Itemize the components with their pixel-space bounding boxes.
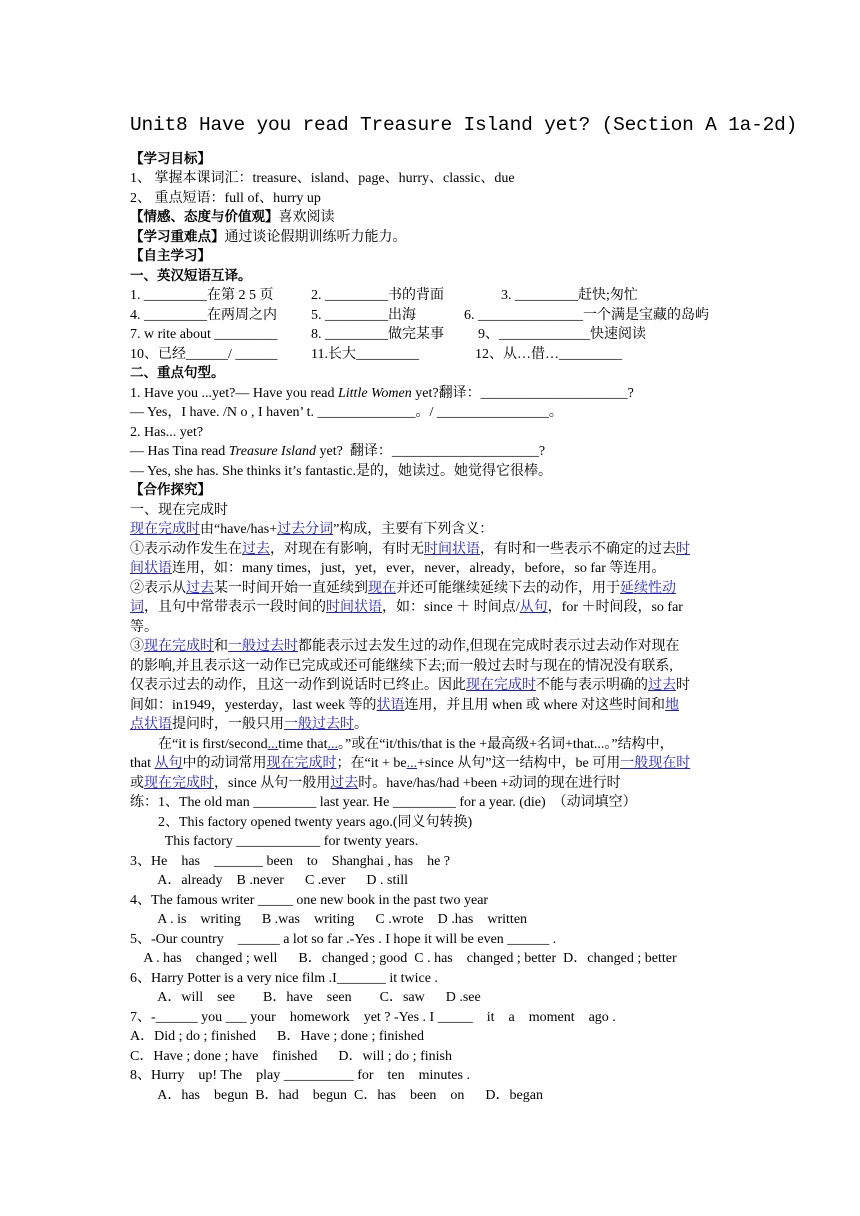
text-line (130, 618, 730, 637)
term-link[interactable]: 从句 (154, 756, 183, 771)
text-segment: — Yes, she has. She thinks it’s fantastic.是的，她读过。她觉得它很棒。 (130, 464, 552, 479)
term-link[interactable]: 过去分词 (277, 522, 334, 537)
text-line (130, 442, 730, 461)
text-segment: A．will see B．have seen C．saw D .see (130, 990, 481, 1005)
text-segment: 都能表示过去发生过的动作,但现在完成时表示过去动作对现在 (298, 639, 680, 654)
phrase-item: 3. _________赶快;匆忙 (501, 288, 638, 303)
text-segment: 1、 掌握本课词汇：treasure、island、page、hurry、classic、due (130, 171, 515, 186)
text-line (130, 1047, 730, 1066)
text-segment: A．Did ; do ; finished B．Have ; done ; finished (130, 1029, 424, 1044)
text-segment: yet? 翻译：_____________________? (316, 444, 546, 459)
phrase-item: 9、_____________快速阅读 (478, 327, 646, 342)
text-segment: 二、重点句型。 (130, 365, 225, 381)
text-line (130, 949, 730, 968)
text-line (130, 540, 730, 559)
text-segment: 间如：in1949，yesterday，last week 等的 (130, 698, 377, 713)
term-link[interactable]: 词 (130, 600, 144, 615)
text-line (130, 813, 730, 832)
text-segment: A . has changed ; well B．changed ; good C . has changed ; better D．changed ; better (130, 951, 677, 966)
text-line (130, 208, 730, 227)
text-segment: A . is writing B .was writing C .wrote D .has written (130, 912, 528, 927)
text-line (130, 715, 730, 734)
term-link[interactable]: 一般过去时 (228, 639, 298, 654)
text-line (130, 774, 730, 793)
text-line (130, 169, 730, 188)
term-link[interactable]: 从句 (519, 600, 548, 615)
term-link[interactable]: 现在 (368, 581, 396, 596)
text-line (130, 1027, 730, 1046)
term-link[interactable]: 延续性动 (620, 581, 676, 596)
text-line (130, 364, 730, 383)
text-segment: 1. Have you ...yet?— Have you read (130, 386, 338, 401)
term-link[interactable]: ... (267, 737, 279, 752)
text-line (130, 403, 730, 422)
text-segment: ，有时和一些表示不确定的过去 (480, 542, 676, 557)
text-segment: Little Women (337, 386, 412, 401)
term-link[interactable]: 过去 (186, 581, 214, 596)
term-link[interactable]: 一般过去时 (284, 717, 354, 732)
text-line (130, 1066, 730, 1085)
text-line (130, 969, 730, 988)
text-line (130, 988, 730, 1007)
text-segment: 时。have/has/had +been +动词的现在进行时 (358, 776, 621, 791)
text-segment: 7、-______ you ___ your homework yet ? -Yes . I _____ it a moment ago . (130, 1010, 616, 1025)
phrase-item: 5. _________出海 (311, 308, 416, 323)
phrase-item: 2. _________书的背面 (311, 288, 444, 303)
text-line (130, 1008, 730, 1027)
text-segment: — Has Tina read (130, 444, 229, 459)
text-line (130, 228, 730, 247)
term-link[interactable]: 间状语 (130, 561, 172, 576)
text-segment: 仅表示过去的动作，且这一动作到说话时已终止。因此 (130, 678, 466, 693)
text-segment: ①表示动作发生在 (130, 542, 242, 557)
phrase-item: 4. _________在两周之内 (130, 308, 277, 323)
text-segment: 【自主学习】 (130, 248, 211, 264)
text-segment: This factory ____________ for twenty years. (130, 834, 419, 849)
text-segment: 【情感、态度与价值观】 (130, 209, 279, 225)
term-link[interactable]: 过去 (648, 678, 676, 693)
text-segment: 通过谈论假期训练听力能力。 (224, 230, 407, 245)
text-line (130, 735, 730, 754)
text-line (130, 676, 730, 695)
text-segment: ；在“it + be (336, 756, 407, 771)
text-segment: ”构成，主要有下列含义： (333, 522, 494, 537)
text-segment: 不能与表示明确的 (536, 678, 648, 693)
text-line (130, 579, 730, 598)
text-segment: 4、The famous writer _____ one new book in the past two year (130, 893, 489, 908)
text-line (130, 520, 730, 539)
text-line (130, 930, 730, 949)
text-segment: 一、现在完成时 (130, 503, 228, 518)
text-line (130, 852, 730, 871)
phrase-item: 11.长大_________ (311, 347, 419, 362)
text-segment: ，如：since ＋ 时间点/ (382, 600, 520, 615)
text-segment: 连用，并且用 when 或 where 对这些时间和 (404, 698, 666, 713)
term-link[interactable]: 点状语 (130, 717, 172, 732)
text-segment: 时 (676, 678, 690, 693)
text-segment: 8、Hurry up! The play __________ for ten minutes . (130, 1068, 470, 1083)
term-link[interactable]: 现在完成时 (144, 639, 214, 654)
text-segment: +since 从句”这一结构中，be 可用 (417, 756, 621, 771)
text-segment: ②表示从 (130, 581, 186, 596)
text-segment: 喜欢阅读 (278, 210, 335, 225)
term-link[interactable]: 一般现在时 (620, 756, 691, 771)
text-segment: — Yes，I have. /N o , I haven’ t. ______________。/ ________________。 (130, 405, 563, 420)
text-segment: Treasure Island (228, 444, 317, 459)
term-link[interactable]: 时间状语 (424, 542, 480, 557)
text-segment: 一、英汉短语互译。 (130, 268, 252, 284)
text-line (130, 754, 730, 773)
text-segment: ，for ＋时间段，so far (547, 600, 683, 615)
text-segment: 【学习目标】 (130, 151, 211, 167)
text-segment: 或 (130, 776, 144, 791)
text-line (130, 501, 730, 520)
phrase-item: 6. _______________一个满是宝藏的岛屿 (464, 308, 709, 323)
text-segment: 5、-Our country ______ a lot so far .-Yes . I hope it will be even ______ . (130, 932, 557, 947)
term-link[interactable]: 现在完成时 (466, 678, 536, 693)
text-segment: 连用，如：many times，just，yet，ever，never，already，before，so far 等连用。 (172, 561, 666, 576)
text-segment: 等。 (130, 620, 158, 635)
text-line (130, 384, 730, 403)
text-line (130, 559, 730, 578)
text-segment: 在“it is first/second (130, 737, 268, 752)
text-segment: ，且句中常带表示一段时间的 (144, 600, 326, 615)
term-link[interactable]: 现在完成时 (130, 522, 200, 537)
text-segment: 由“have/has+ (200, 522, 278, 537)
text-line (130, 832, 730, 851)
text-segment: 【学习重难点】 (130, 229, 225, 245)
text-line (130, 481, 730, 500)
term-link[interactable]: 时 (676, 542, 690, 557)
term-link[interactable]: 地 (665, 698, 680, 713)
text-segment: 2、 重点短语：full of、hurry up (130, 191, 321, 206)
text-segment: 。 (354, 717, 368, 732)
term-link[interactable]: ... (406, 756, 418, 771)
text-segment: A．has begun B．had begun C．has been on D．began (130, 1088, 543, 1103)
text-segment: 某一时间开始一直延续到 (214, 581, 368, 596)
phrase-item: 10、已经______/ ______ (130, 347, 278, 362)
text-segment: A．already B .never C .ever D . still (130, 873, 409, 888)
text-line (130, 189, 730, 208)
text-segment: 3、He has _______ been to Shanghai , has he ? (130, 854, 450, 869)
text-line (130, 910, 730, 929)
text-segment: ，since 从句一般用 (214, 776, 331, 791)
text-segment: yet?翻译：_____________________? (411, 386, 634, 401)
text-line (130, 657, 730, 676)
term-link[interactable]: ... (327, 737, 339, 752)
text-line (130, 891, 730, 910)
text-segment: 和 (214, 639, 228, 654)
text-segment: 中的动词常用 (182, 756, 267, 771)
text-segment: C．Have ; done ; have finished D．will ; do ; finish (130, 1049, 452, 1064)
phrase-item: 7. w rite about _________ (130, 327, 278, 342)
text-segment: 2. Has... yet? (130, 425, 204, 440)
text-segment: 提问时，一般只用 (172, 717, 284, 732)
text-segment: 2、This factory opened twenty years ago.(同义句转换) (130, 815, 473, 830)
text-segment: 并还可能继续延续下去的动作，用于 (396, 581, 620, 596)
text-line (130, 598, 730, 617)
text-line (130, 871, 730, 890)
text-segment: that (130, 756, 155, 771)
text-segment: ，对现在有影响，有时无 (270, 542, 424, 557)
page-title: Unit8 Have you read Treasure Island yet? (Section A 1a-2d) (130, 114, 798, 136)
text-line (130, 247, 730, 266)
text-segment: 6、Harry Potter is a very nice film .I_______ it twice . (130, 971, 438, 986)
term-link[interactable]: 现在完成时 (266, 756, 337, 771)
text-line (130, 637, 730, 656)
text-line (130, 696, 730, 715)
text-segment: time that (278, 737, 328, 752)
term-link[interactable]: 状语 (376, 698, 405, 713)
text-segment: ③ (130, 639, 144, 654)
phrase-item: 8. _________做完某事 (311, 327, 444, 342)
text-line (130, 1086, 730, 1105)
term-link[interactable]: 过去 (330, 776, 359, 791)
term-link[interactable]: 时间状语 (326, 600, 382, 615)
term-link[interactable]: 过去 (242, 542, 270, 557)
text-line (130, 462, 730, 481)
text-segment: 。”或在“it/this/that is the +最高级+名词+that...。”结构中， (338, 737, 674, 752)
phrase-item: 12、从…借…_________ (475, 347, 622, 362)
term-link[interactable]: 现在完成时 (144, 776, 214, 791)
text-segment: 【合作探究】 (130, 482, 211, 498)
text-line (130, 793, 730, 812)
text-line (130, 150, 730, 169)
text-segment: 练：1、The old man _________ last year. He _________ for a year. (die) （动词填空） (130, 795, 637, 810)
text-segment: 的影响,并且表示这一动作已完成或还可能继续下去;而一般过去时与现在的情况没有联系, (130, 659, 673, 674)
text-line (130, 267, 730, 286)
text-line (130, 423, 730, 442)
phrase-item: 1. _________在第 2 5 页 (130, 288, 274, 303)
